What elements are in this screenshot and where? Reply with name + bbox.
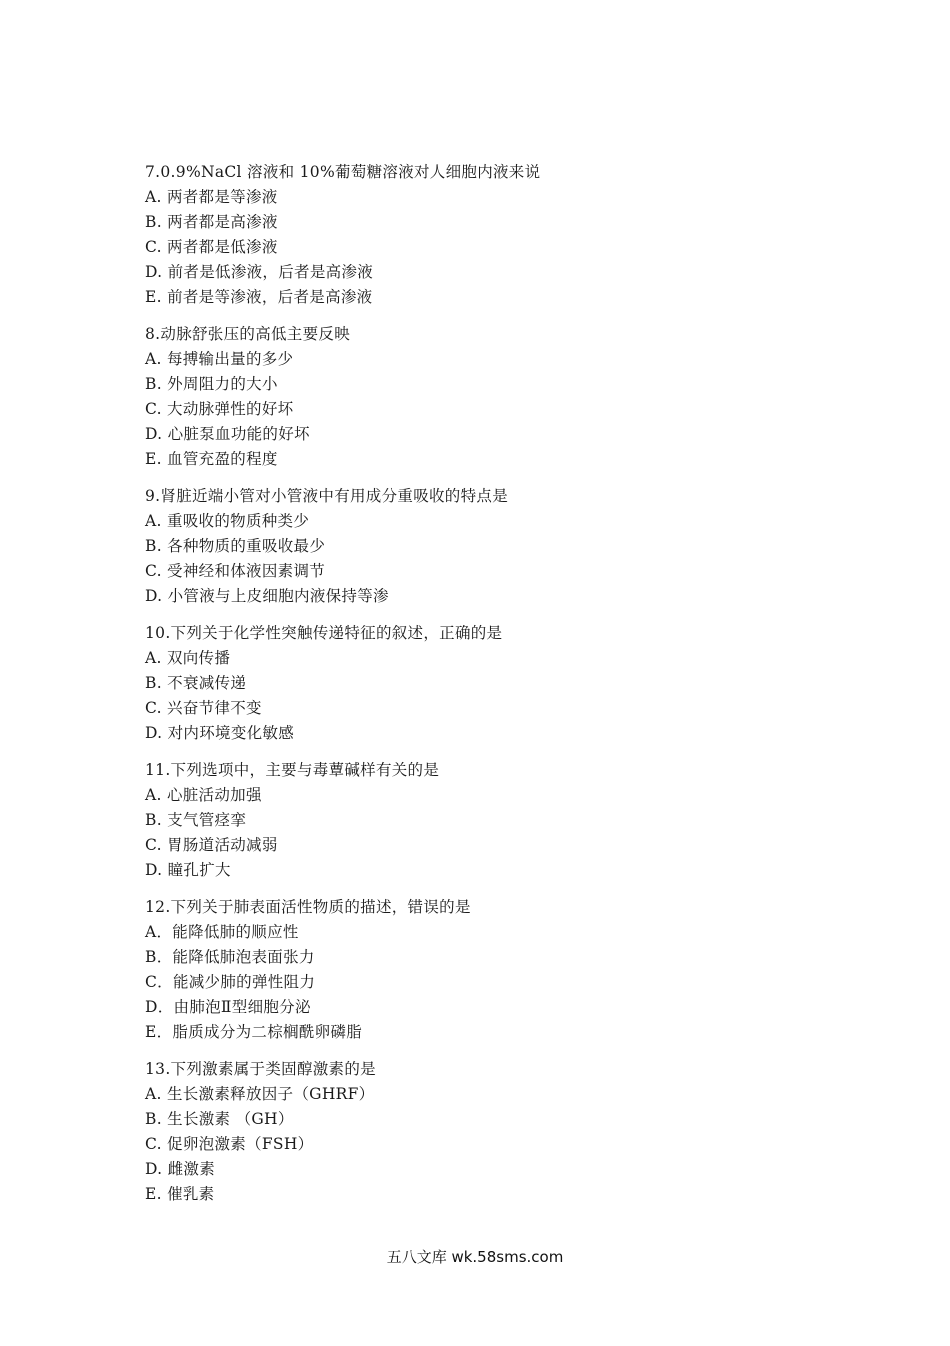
option-c: C. 两者都是低渗液 — [145, 238, 278, 256]
question-stem: 9.肾脏近端小管对小管液中有用成分重吸收的特点是 — [145, 487, 508, 505]
option-b: B. 不衰减传递 — [145, 674, 247, 692]
footer-watermark: 五八文库 wk.58sms.com — [386, 1248, 564, 1266]
question-12 — [145, 895, 845, 1045]
option-b: B. 支气管痉挛 — [145, 811, 247, 829]
question-stem: 10.下列关于化学性突触传递特征的叙述，正确的是 — [145, 624, 503, 642]
option-d: D. 对内环境变化敏感 — [145, 724, 295, 742]
option-d: D. 小管液与上皮细胞内液保持等渗 — [145, 587, 389, 605]
option-b: B. 两者都是高渗液 — [145, 213, 278, 231]
question-11 — [145, 758, 845, 883]
option-d: D. 雌激素 — [145, 1160, 216, 1178]
question-10 — [145, 621, 845, 746]
option-c: C．能减少肺的弹性阻力 — [145, 973, 316, 991]
question-13 — [145, 1057, 845, 1207]
option-b: B. 各种物质的重吸收最少 — [145, 537, 326, 555]
option-d: D. 前者是低渗液，后者是高渗液 — [145, 263, 374, 281]
option-b: B. 生长激素 （GH） — [145, 1110, 294, 1128]
option-a: A. 两者都是等渗液 — [145, 188, 278, 206]
option-c: C. 促卵泡激素（FSH） — [145, 1135, 314, 1153]
option-c: C. 受神经和体液因素调节 — [145, 562, 326, 580]
option-e: E. 前者是等渗液，后者是高渗液 — [145, 288, 373, 306]
option-b: B．能降低肺泡表面张力 — [145, 948, 315, 966]
option-c: C. 大动脉弹性的好坏 — [145, 400, 294, 418]
option-a: A．能降低肺的顺应性 — [145, 923, 299, 941]
question-stem: 13.下列激素属于类固醇激素的是 — [145, 1060, 376, 1078]
question-9 — [145, 484, 845, 609]
option-d: D．由肺泡Ⅱ型细胞分泌 — [145, 998, 311, 1016]
option-e: E. 催乳素 — [145, 1185, 215, 1203]
question-7 — [145, 160, 845, 310]
option-a: A. 每搏输出量的多少 — [145, 350, 294, 368]
question-stem: 7.0.9%NaCl 溶液和 10%葡萄糖溶液对人细胞内液来说 — [145, 163, 541, 181]
option-a: A. 双向传播 — [145, 649, 231, 667]
option-a: A. 重吸收的物质种类少 — [145, 512, 310, 530]
question-stem: 12.下列关于肺表面活性物质的描述，错误的是 — [145, 898, 471, 916]
option-c: C. 胃肠道活动减弱 — [145, 836, 278, 854]
option-d: D. 瞳孔扩大 — [145, 861, 231, 879]
question-stem: 8.动脉舒张压的高低主要反映 — [145, 325, 350, 343]
option-a: A. 生长激素释放因子（GHRF） — [145, 1085, 375, 1103]
question-list — [145, 160, 845, 1219]
option-e: E. 血管充盈的程度 — [145, 450, 278, 468]
question-8 — [145, 322, 845, 472]
option-c: C. 兴奋节律不变 — [145, 699, 262, 717]
option-d: D. 心脏泵血功能的好坏 — [145, 425, 310, 443]
option-a: A. 心脏活动加强 — [145, 786, 262, 804]
option-b: B. 外周阻力的大小 — [145, 375, 278, 393]
question-stem: 11.下列选项中，主要与毒蕈碱样有关的是 — [145, 761, 440, 779]
option-e: E．脂质成分为二棕榈酰卵磷脂 — [145, 1023, 363, 1041]
